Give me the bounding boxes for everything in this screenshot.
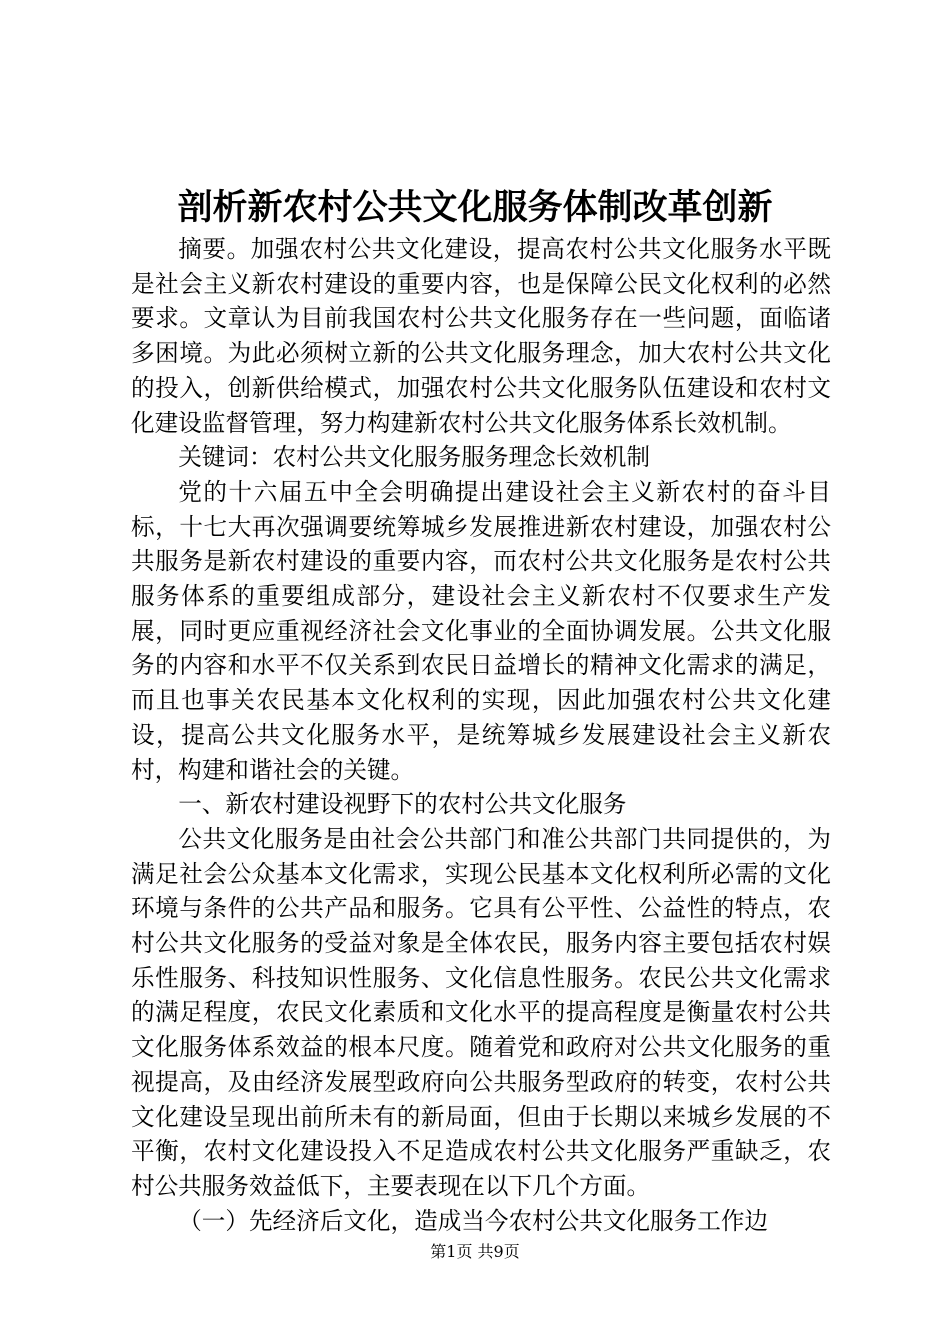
document-title: 剖析新农村公共文化服务体制改革创新 bbox=[177, 187, 773, 228]
abstract-paragraph: 摘要。加强农村公共文化建设，提高农村公共文化服务水平既是社会主义新农村建设的重要内容，也是保障公民文化权利的必然要求。文章认为目前我国农村公共文化服务存在一些问题，面临诸多困境。为此必须树立新的公共文化服务理念，加大农村公共文化的投入，创新供给模式，加强农村公共文化服务队伍建设和农村文化建设监督管理，努力构建新农村公共文化服务体系长效机制。 bbox=[131, 235, 831, 437]
intro-paragraph: 党的十六届五中全会明确提出建设社会主义新农村的奋斗目标，十七大再次强调要统筹城乡发展推进新农村建设，加强农村公共服务是新农村建设的重要内容，而农村公共文化服务是农村公共服务体系的重要组成部分，建设社会主义新农村不仅要求生产发展，同时更应重视经济社会文化事业的全面协调发展。公共文化服务的内容和水平不仅关系到农民日益增长的精神文化需求的满足，而且也事关农民基本文化权利的实现，因此加强农村公共文化建设，提高公共文化服务水平，是统筹城乡发展建设社会主义新农村，构建和谐社会的关键。 bbox=[131, 477, 831, 784]
body-paragraph: 公共文化服务是由社会公共部门和准公共部门共同提供的，为满足社会公众基本文化需求，实现公民基本文化权利所必需的文化环境与条件的公共产品和服务。它具有公平性、公益性的特点，农村公共文化服务的受益对象是全体农民，服务内容主要包括农村娱乐性服务、科技知识性服务、文化信息性服务。农民公共文化需求的满足程度，农民文化素质和文化水平的提高程度是衡量农村公共文化服务体系效益的根本尺度。随着党和政府对公共文化服务的重视提高，及由经济发展型政府向公共服务型政府的转变，农村公共文化建设呈现出前所未有的新局面，但由于长期以来城乡发展的不平衡，农村文化建设投入不足造成农村公共文化服务严重缺乏，农村公共服务效益低下，主要表现在以下几个方面。 bbox=[131, 824, 831, 1200]
document-body bbox=[131, 232, 831, 1238]
section-heading: 一、新农村建设视野下的农村公共文化服务 bbox=[178, 790, 627, 819]
page-number-footer: 第1页 共9页 bbox=[430, 1242, 520, 1261]
subsection-heading: （一）先经济后文化，造成当今农村公共文化服务工作边 bbox=[178, 1206, 769, 1235]
keywords-paragraph: 关键词：农村公共文化服务服务理念长效机制 bbox=[178, 443, 651, 472]
